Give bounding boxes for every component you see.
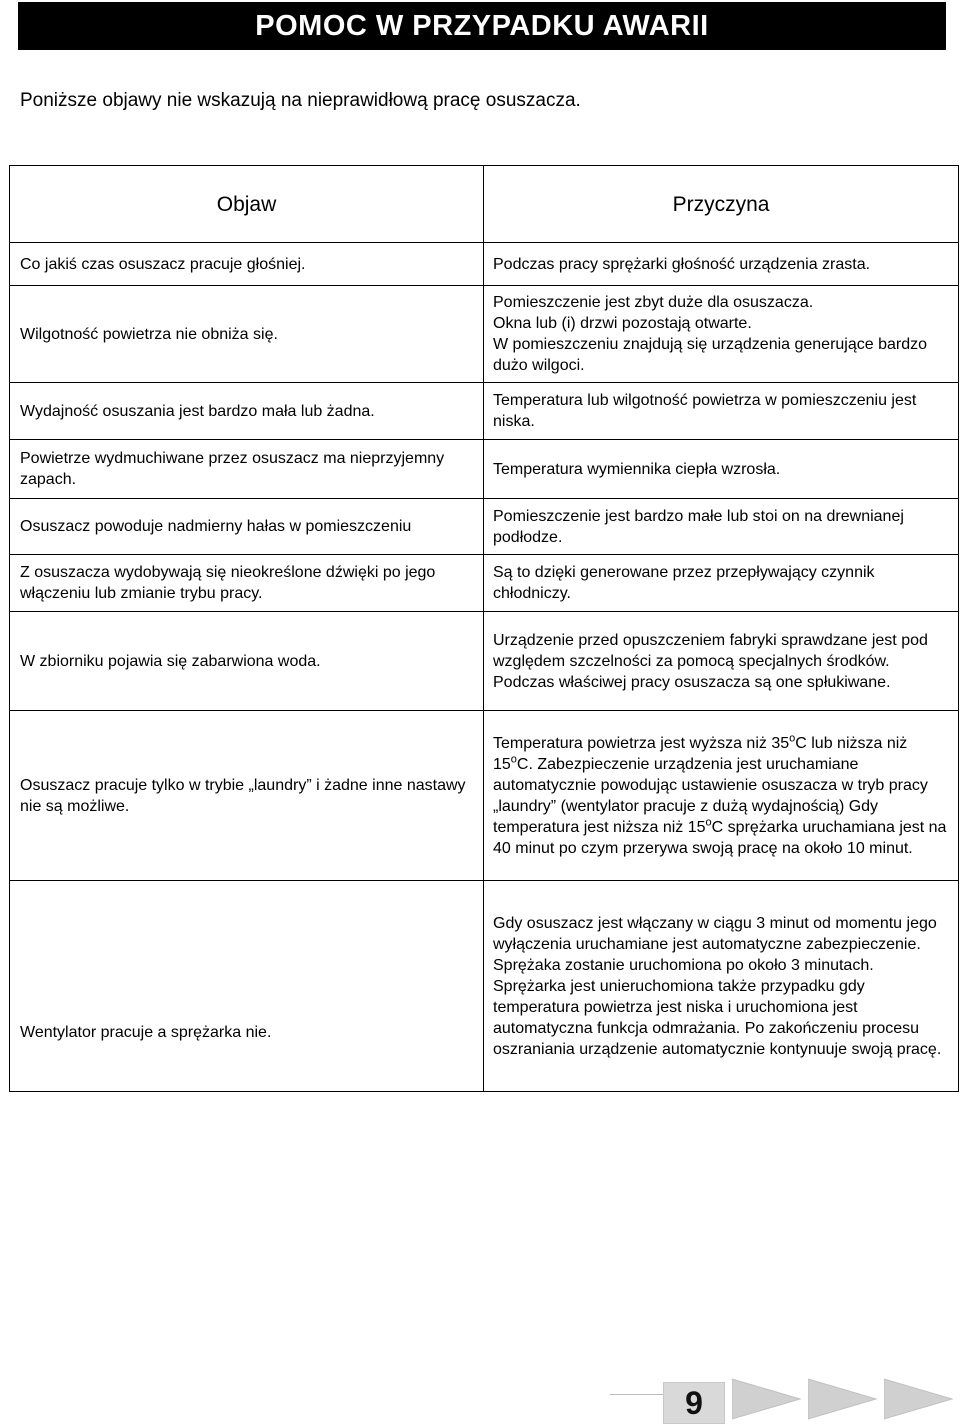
cause-cell <box>484 243 959 286</box>
table-row <box>10 440 959 499</box>
symptom-cell <box>10 440 484 499</box>
cause-text: Okna lub (i) drzwi pozostają otwarte. <box>493 315 752 332</box>
symptom-cell <box>10 555 484 612</box>
table-row <box>10 286 959 383</box>
column-header-symptom: Objaw <box>10 166 484 243</box>
symptom-text: Powietrze wydmuchiwane przez osuszacz ma nieprzyjemny zapach. <box>20 450 445 488</box>
cause-text: W pomieszczeniu znajdują się urządzenia generujące bardzo dużo wilgoci. <box>493 336 928 374</box>
cause-text: Pomieszczenie jest zbyt duże dla osuszacza. <box>493 294 814 311</box>
cause-text: Temperatura lub wilgotność powietrza w pomieszczeniu jest niska. <box>493 392 917 430</box>
intro-text: Poniższe objawy nie wskazują na nieprawidłową pracę osuszacza. <box>20 90 581 111</box>
cause-cell <box>484 286 959 383</box>
symptom-cell <box>10 711 484 881</box>
cause-text: C lub niższa niż 15 <box>493 734 908 773</box>
arrow-right-icon <box>808 1377 878 1421</box>
column-header-cause: Przyczyna <box>484 166 959 243</box>
header-bar <box>18 2 946 50</box>
cause-cell <box>484 881 959 1092</box>
troubleshooting-table <box>9 165 959 1092</box>
table-row <box>10 243 959 286</box>
table-row <box>10 881 959 1092</box>
symptom-text: Osuszacz powoduje nadmierny hałas w pomieszczeniu <box>20 518 412 535</box>
arrow-right-icon <box>732 1377 802 1421</box>
arrow-right-icon <box>884 1377 954 1421</box>
degree-sign: o <box>789 732 796 745</box>
symptom-text: Wydajność osuszania jest bardzo mała lub żadna. <box>20 402 375 420</box>
symptom-text: Z osuszacza wydobywają się nieokreślone dźwięki po jego włączeniu lub zmianie trybu pracy. <box>20 564 436 602</box>
cause-text: Urządzenie przed opuszczeniem fabryki sprawdzane jest pod względem szczelności za pomocą specjalnych środków. Podczas właściwej pracy osuszacza są one spłukiwane. <box>493 631 928 691</box>
cause-cell <box>484 499 959 555</box>
degree-sign: o <box>705 816 712 829</box>
cause-cell <box>484 711 959 881</box>
table-header-row <box>10 166 959 243</box>
page-number: 9 <box>663 1382 725 1424</box>
degree-sign: o <box>510 753 517 766</box>
cause-text: C sprężarka uruchamiana jest na 40 minut po czym przerywa swoją pracę na około 10 minut. <box>493 818 947 857</box>
symptom-text: Wilgotność powietrza nie obniża się. <box>20 325 278 343</box>
cause-text: Temperatura wymiennika ciepła wzrosła. <box>493 460 781 478</box>
symptom-text: Co jakiś czas osuszacz pracuje głośniej. <box>20 255 306 273</box>
symptom-text: W zbiorniku pojawia się zabarwiona woda. <box>20 652 321 670</box>
table-row <box>10 711 959 881</box>
symptom-cell <box>10 612 484 711</box>
table-row <box>10 612 959 711</box>
symptom-text: Wentylator pracuje a sprężarka nie. <box>20 1024 272 1041</box>
cause-cell <box>484 440 959 499</box>
cause-text: Podczas pracy sprężarki głośność urządzenia zrasta. <box>493 255 871 273</box>
cause-text: Są to dzięki generowane przez przepływający czynnik chłodniczy. <box>493 564 875 602</box>
cause-cell <box>484 555 959 612</box>
symptom-cell <box>10 881 484 1092</box>
cause-text: C. Zabezpieczenie urządzenia jest uruchamiane automatycznie powodując ustawienie osuszacza w tryb pracy „laundry” (wentylator pracuje z dużą wydajnością) Gdy temperatura jest niższa niż 15 <box>493 755 928 836</box>
symptom-cell <box>10 499 484 555</box>
table-row <box>10 383 959 440</box>
table-row <box>10 499 959 555</box>
page-footer <box>610 1374 956 1424</box>
cause-cell <box>484 383 959 440</box>
symptom-cell <box>10 383 484 440</box>
cause-text: Pomieszczenie jest bardzo małe lub stoi on na drewnianej podłodze. <box>493 507 904 546</box>
table-row <box>10 555 959 612</box>
cause-cell <box>484 612 959 711</box>
symptom-cell <box>10 243 484 286</box>
cause-text: Gdy osuszacz jest włączany w ciągu 3 minut od momentu jego wyłączenia uruchamiane jest automatyczne zabezpieczenie. Sprężaka zostanie uruchomiona po około 3 minutach. <box>493 914 937 974</box>
cause-text: Temperatura powietrza jest wyższa niż 35 <box>493 734 790 752</box>
footer-divider <box>610 1394 670 1395</box>
cause-text: Sprężarka jest unieruchomiona także przypadku gdy temperatura powietrza jest niska i uruchomiona jest automatyczna funkcja odmrażania. Po zakończeniu procesu oszraniania urządzenie automatycznie kontynuuje swoją pracę. <box>493 977 942 1058</box>
page-title: POMOC W PRZYPADKU AWARII <box>255 9 709 42</box>
symptom-cell <box>10 286 484 383</box>
symptom-text: Osuszacz pracuje tylko w trybie „laundry” i żadne inne nastawy nie są możliwe. <box>20 776 466 815</box>
